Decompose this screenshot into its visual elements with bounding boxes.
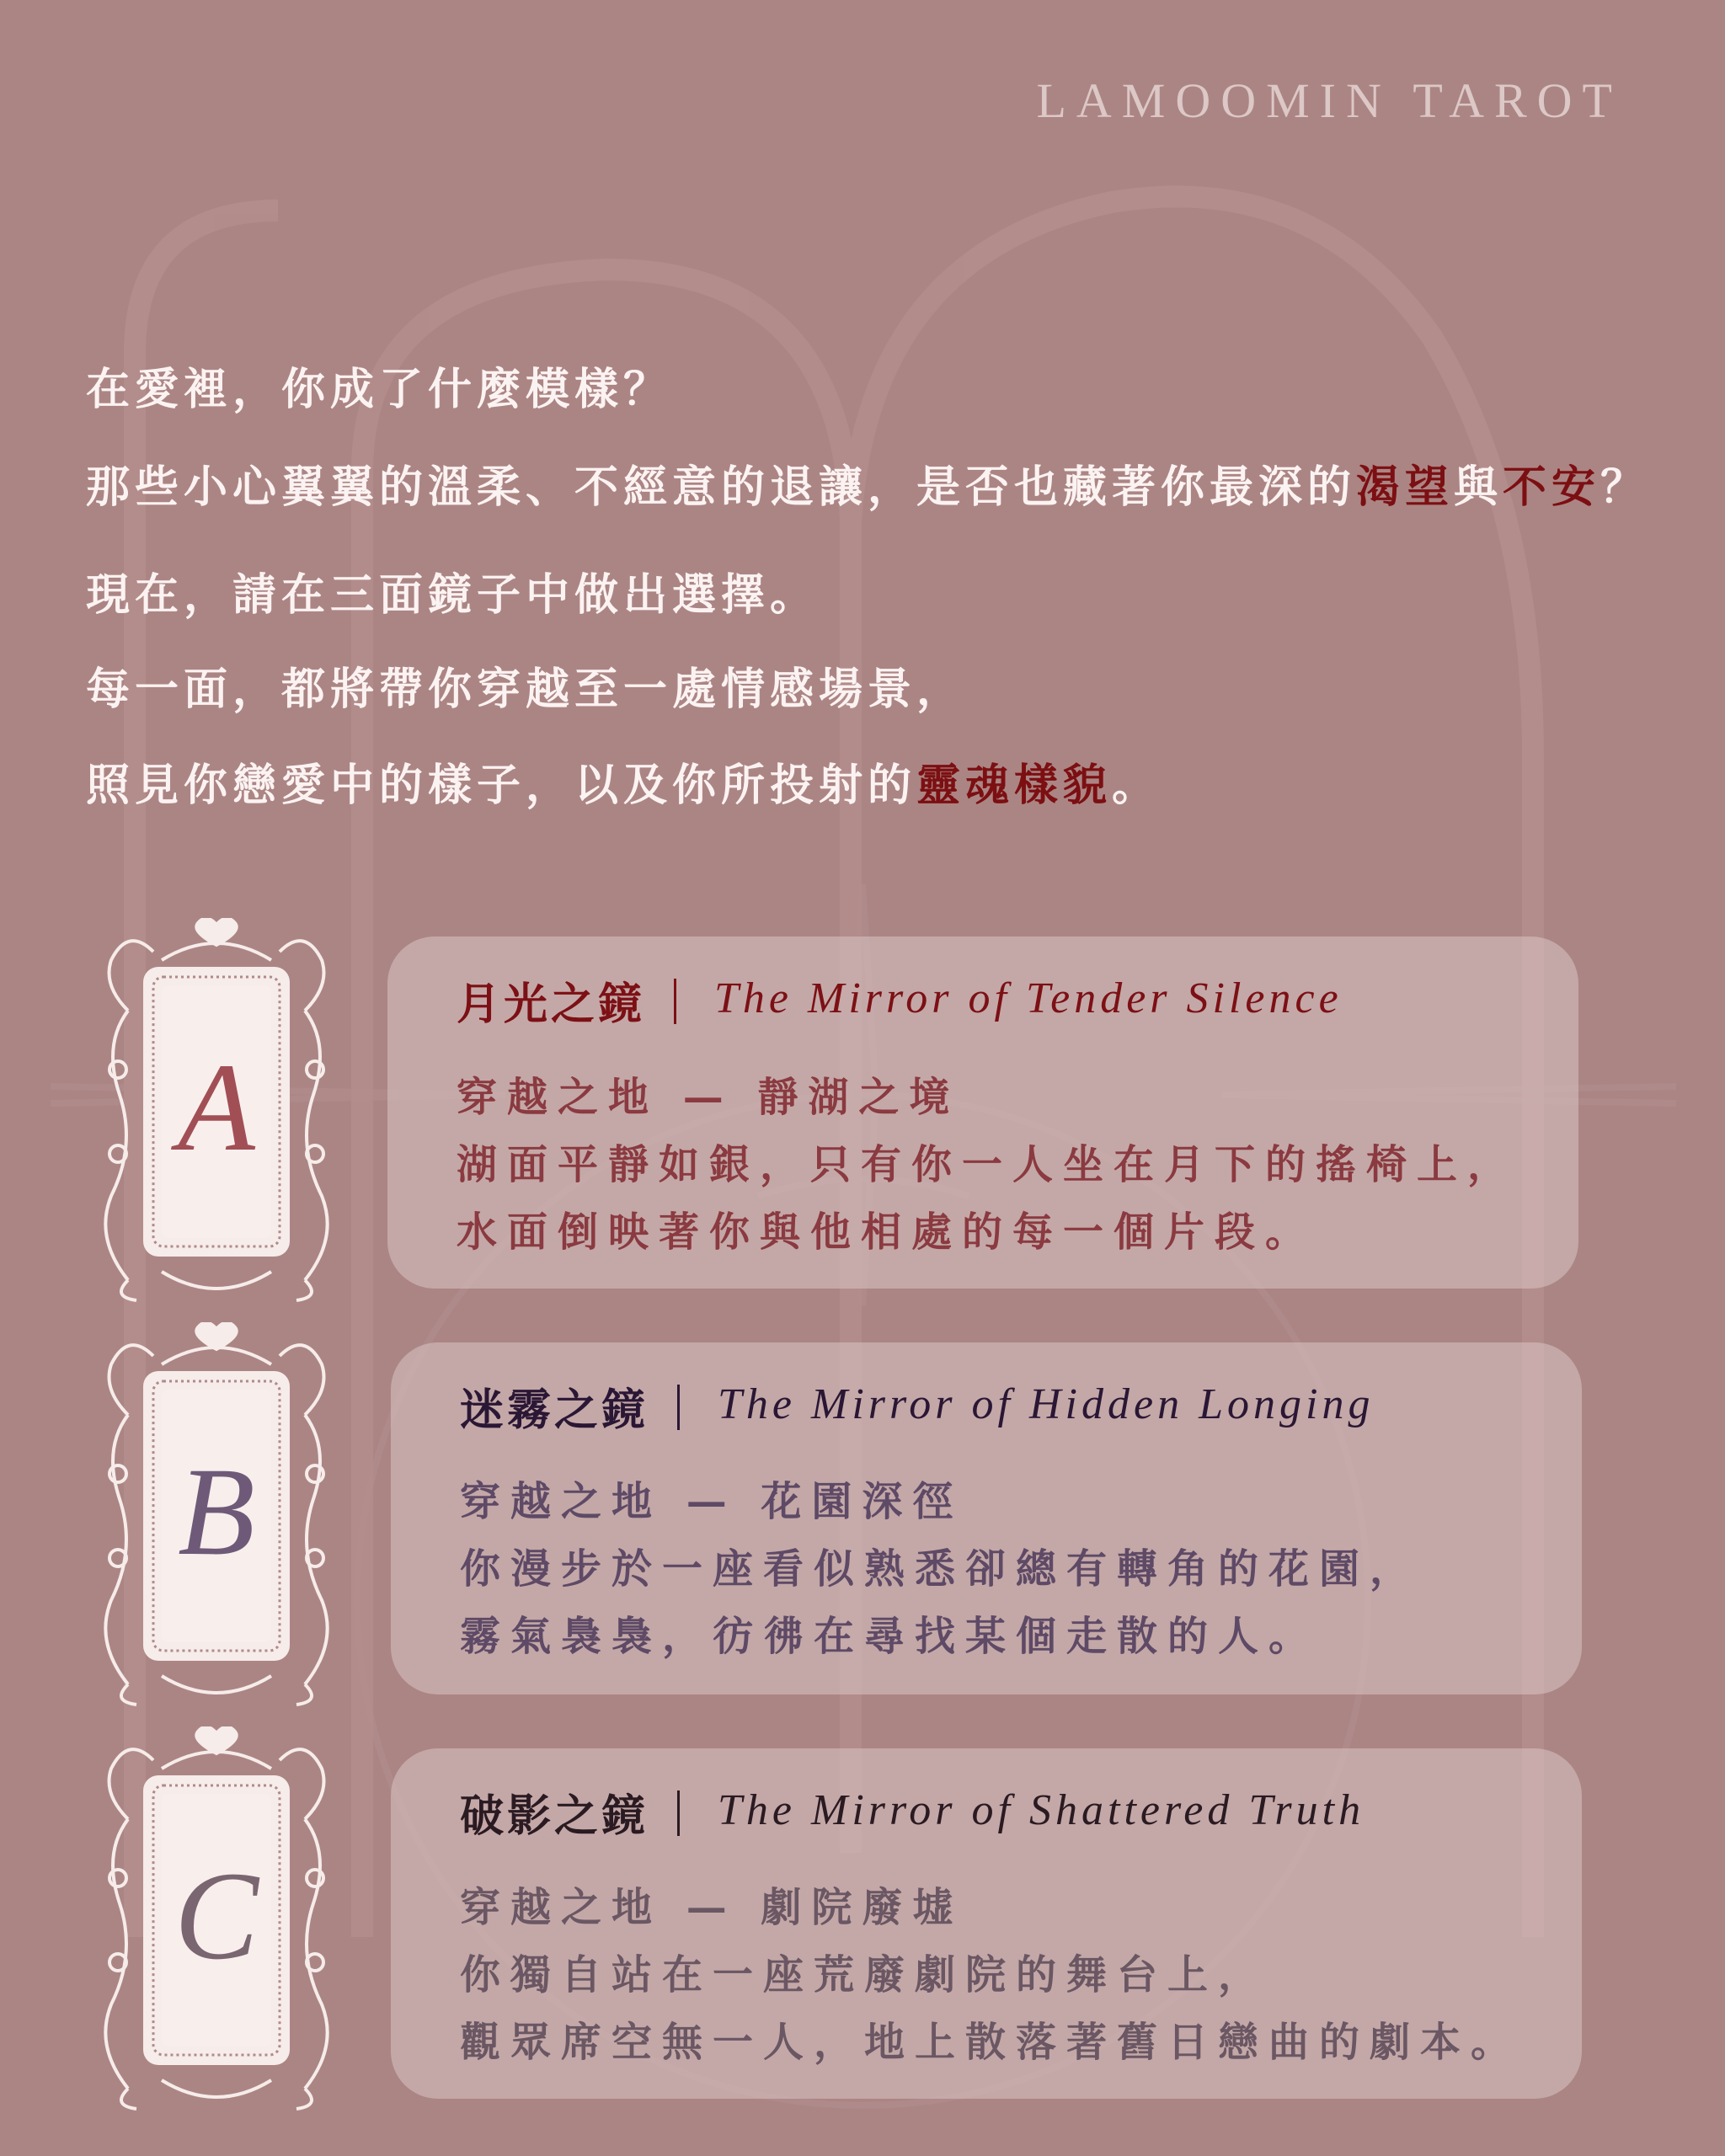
mirror-c-card[interactable] [391,1748,1582,2099]
mirror-a-letter: A [178,1038,255,1177]
mirror-b-subtitle: The Mirror of Hidden Longing [718,1380,1375,1428]
brand-title: LAMOOMIN TAROT [1036,73,1622,128]
mirror-a-desc-1: 湖面平靜如銀，只有你一人坐在月下的搖椅上， [457,1141,1519,1188]
intro-line-4: 每一面，都將帶你穿越至一處情感場景， [86,664,966,715]
intro-line-3: 現在，請在三面鏡子中做出選擇。 [86,569,820,621]
highlight-soul: 靈魂樣貌 [916,760,1113,811]
mirror-a-title: 月光之鏡 [457,979,646,1030]
intro-line-5: 照見你戀愛中的樣子，以及你所投射的靈魂樣貌。 [86,760,1162,811]
highlight-anxiety: 不安 [1503,462,1601,513]
mirror-c-desc-1: 你獨自站在一座荒廢劇院的舞台上， [460,1951,1269,1999]
mirror-b-desc-1: 你漫步於一座看似熟悉卻總有轉角的花園， [460,1545,1421,1593]
mirror-a-place: 穿越之地 — 靜湖之境 [457,1074,960,1121]
mirror-b-frame[interactable] [94,1322,339,1710]
intro-line-2: 那些小心翼翼的溫柔、不經意的退讓，是否也藏著你最深的渴望與不安？ [86,462,1650,513]
mirror-a-card[interactable] [387,937,1578,1289]
mirror-b-letter: B [178,1442,255,1582]
mirror-c-desc-2: 觀眾席空無一人，地上散落著舊日戀曲的劇本。 [460,2019,1522,2066]
title-divider [677,1385,680,1430]
mirror-b-title: 迷霧之鏡 [460,1385,649,1436]
mirror-c-title: 破影之鏡 [460,1790,649,1842]
highlight-desire: 渴望 [1356,462,1455,513]
title-divider [677,1790,680,1836]
intro-line-1: 在愛裡，你成了什麼模樣？ [86,364,673,415]
mirror-c-place: 穿越之地 — 劇院廢墟 [460,1884,964,1931]
mirror-c-letter: C [174,1846,259,1986]
mirror-a-frame[interactable] [94,918,339,1305]
title-divider [674,979,676,1024]
mirror-a-subtitle: The Mirror of Tender Silence [714,974,1343,1022]
mirror-c-frame[interactable] [94,1726,339,2114]
mirror-c-subtitle: The Mirror of Shattered Truth [718,1786,1365,1834]
mirror-b-place: 穿越之地 — 花園深徑 [460,1478,964,1525]
mirror-b-card[interactable] [391,1342,1582,1694]
mirror-a-desc-2: 水面倒映著你與他相處的每一個片段。 [457,1209,1316,1256]
mirror-b-desc-2: 霧氣裊裊，彷彿在尋找某個走散的人。 [460,1613,1320,1660]
